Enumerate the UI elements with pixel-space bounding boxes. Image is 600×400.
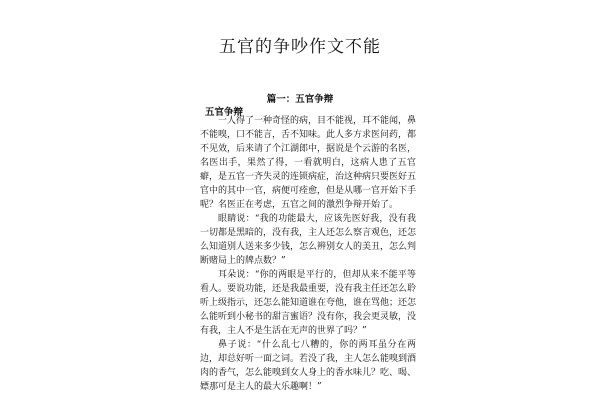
article-subtitle: 篇一：五官争辩 [266, 94, 334, 105]
document-title: 五官的争吵作文不能 [219, 37, 381, 57]
paragraph: 鼻子说：“什么乱七八糟的，你的两耳虽分在两边，却总好听一面之词。若没了我，主人怎么能嗅到酒肉的香气，怎么能嗅到女人身上的香水味儿？吃、喝、嫖那可是主人的最大乐趣啊！” [200, 340, 417, 392]
paragraph: 眼睛说：“我的功能最大，应该先医好我，没有我一切都是黑暗的，没有我，主人还怎么察言观色，还怎么知道别人送来多少钱，怎么辨别女人的美丑，怎么判断赌局上的牌点数？” [200, 214, 417, 266]
section-heading: 五官争辩 [205, 107, 244, 118]
article-body [200, 114, 416, 394]
paragraph: 一人得了一种奇怪的病，目不能视，耳不能闻，鼻不能嗅，口不能言，舌不知味。此人多方求医问药，都不见效，后来请了个江湖郎中，据说是个云游的名医，名医出手，果然了得，一看就明白，这病人患了五官癖，是五官一齐失灵的连锁病症，治这种病只要医好五官中的其中一官，病便可痊愈，但是从哪一官开始下手呢？名医正在考虑，五官之间的激烈争辩开始了。 [200, 116, 417, 210]
paragraph: 耳朵说：“你的两眼是平行的，但却从来不能平等看人。要说功能，还是我最重要，没有我主任还怎么聆听上级指示，还怎么能知道谁在夸他，谁在骂他；还怎么能听到小秘书的甜言蜜语？没有你，我会更灵敏，没有我，主人不是生活在无声的世界了吗？” [200, 270, 417, 336]
